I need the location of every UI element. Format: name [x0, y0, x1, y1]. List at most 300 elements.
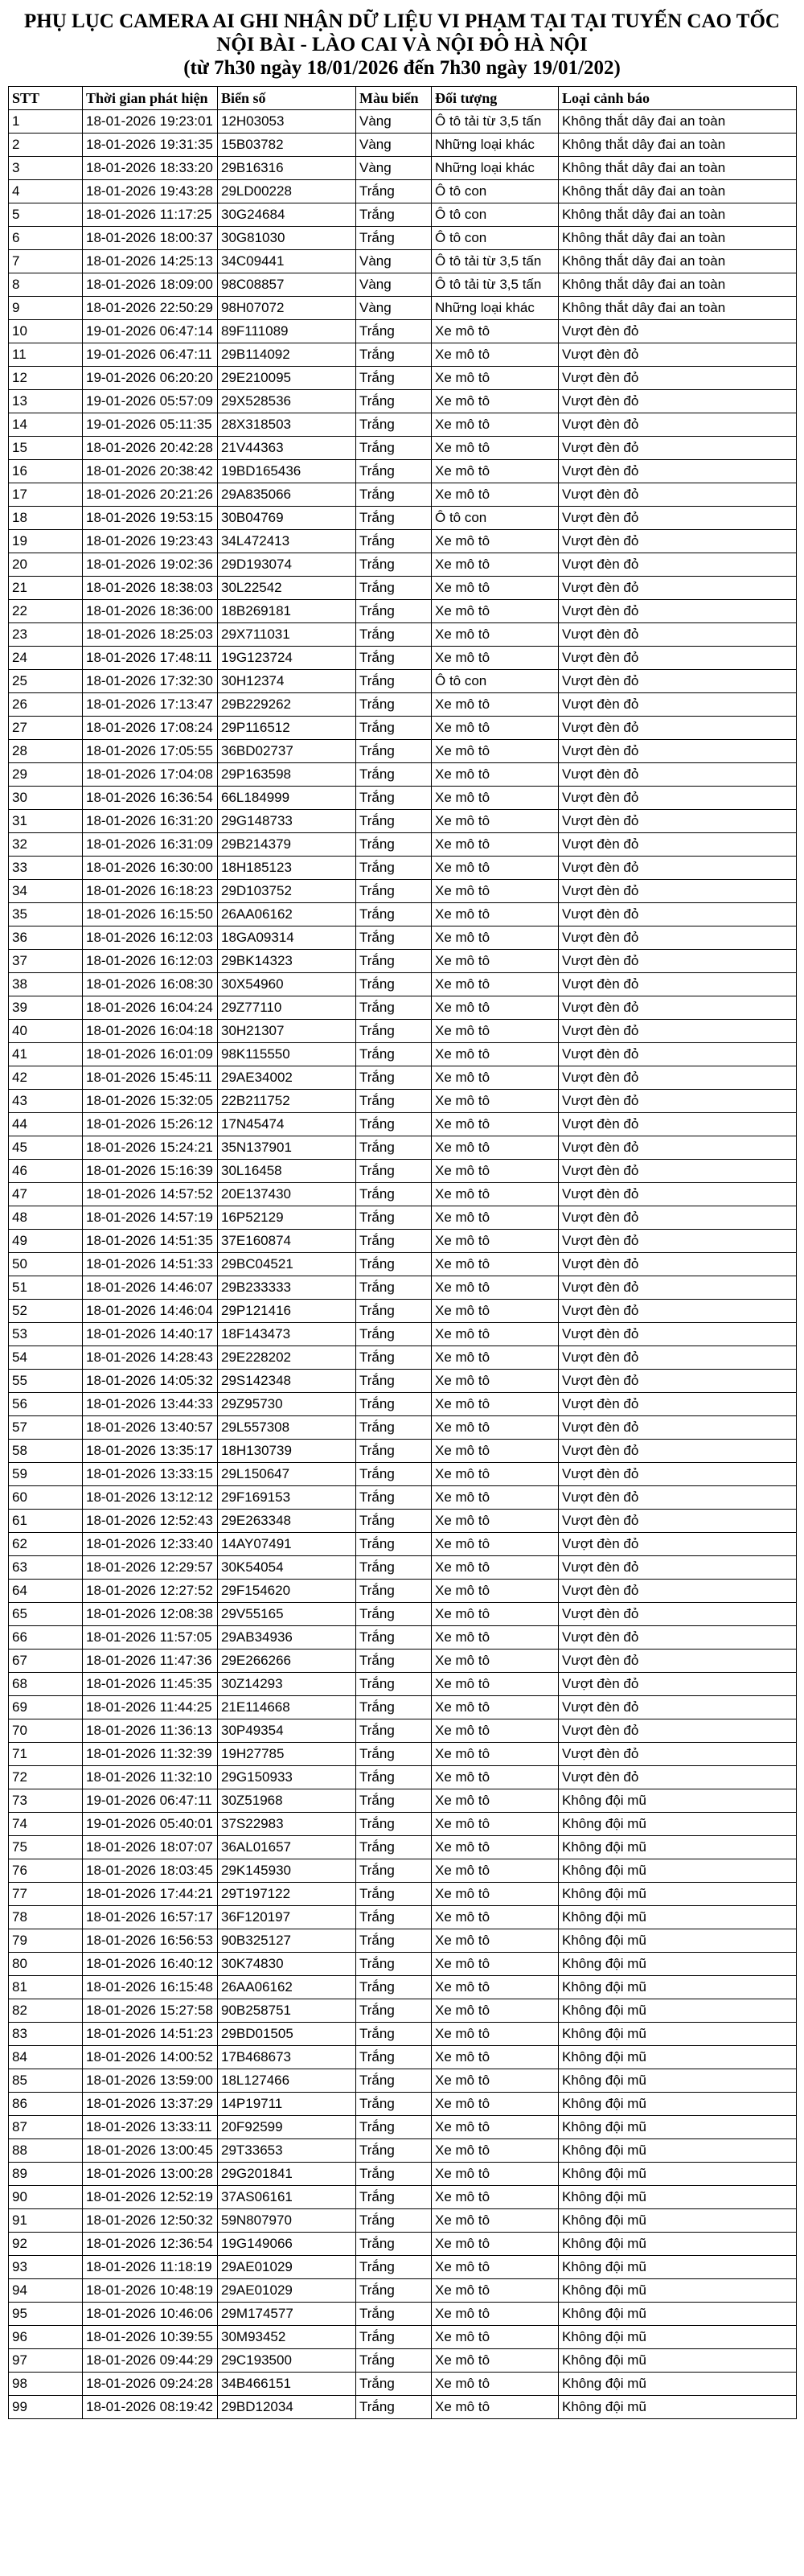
cell-detection-time: 18-01-2026 12:36:54	[83, 2233, 218, 2256]
cell-plate-color: Trắng	[356, 203, 432, 227]
cell-plate-number: 29AE01029	[218, 2256, 356, 2279]
cell-detection-time: 18-01-2026 13:33:15	[83, 1463, 218, 1486]
cell-stt: 85	[9, 2069, 83, 2093]
table-row	[9, 2116, 797, 2139]
cell-plate-number: 29G150933	[218, 1766, 356, 1789]
cell-plate-number: 59N807970	[218, 2209, 356, 2233]
cell-alert-type: Không đội mũ	[559, 2326, 797, 2349]
cell-plate-color: Trắng	[356, 1626, 432, 1650]
cell-alert-type: Vượt đèn đỏ	[559, 1766, 797, 1789]
table-row	[9, 1929, 797, 1953]
cell-stt: 11	[9, 343, 83, 367]
cell-plate-number: 18H185123	[218, 857, 356, 880]
table-row	[9, 1836, 797, 1859]
table-row	[9, 1953, 797, 1976]
table-row	[9, 2373, 797, 2396]
header-stt: STT	[9, 87, 83, 110]
cell-plate-number: 30L22542	[218, 577, 356, 600]
cell-alert-type: Không thắt dây đai an toàn	[559, 227, 797, 250]
cell-plate-color: Trắng	[356, 740, 432, 763]
table-row	[9, 413, 797, 437]
cell-vehicle-type: Xe mô tô	[432, 1346, 559, 1370]
cell-plate-color: Trắng	[356, 2163, 432, 2186]
cell-plate-number: 29AE01029	[218, 2279, 356, 2303]
cell-stt: 15	[9, 437, 83, 460]
cell-plate-color: Trắng	[356, 2093, 432, 2116]
cell-alert-type: Vượt đèn đỏ	[559, 1346, 797, 1370]
cell-plate-number: 30H12374	[218, 670, 356, 693]
cell-plate-number: 21E114668	[218, 1696, 356, 1719]
cell-vehicle-type: Xe mô tô	[432, 2233, 559, 2256]
violation-table	[8, 86, 797, 2419]
cell-vehicle-type: Xe mô tô	[432, 2069, 559, 2093]
cell-detection-time: 18-01-2026 14:46:07	[83, 1276, 218, 1300]
cell-plate-number: 98H07072	[218, 297, 356, 320]
cell-alert-type: Vượt đèn đỏ	[559, 367, 797, 390]
cell-detection-time: 18-01-2026 15:45:11	[83, 1066, 218, 1090]
table-row	[9, 553, 797, 577]
cell-alert-type: Không đội mũ	[559, 2163, 797, 2186]
cell-detection-time: 18-01-2026 16:30:00	[83, 857, 218, 880]
cell-stt: 1	[9, 110, 83, 134]
cell-detection-time: 18-01-2026 08:19:42	[83, 2396, 218, 2419]
cell-plate-color: Trắng	[356, 1859, 432, 1883]
table-row	[9, 2069, 797, 2093]
cell-vehicle-type: Xe mô tô	[432, 437, 559, 460]
cell-stt: 22	[9, 600, 83, 623]
cell-stt: 63	[9, 1556, 83, 1580]
cell-detection-time: 18-01-2026 16:08:30	[83, 973, 218, 996]
cell-plate-color: Vàng	[356, 134, 432, 157]
cell-vehicle-type: Ô tô con	[432, 227, 559, 250]
cell-plate-color: Trắng	[356, 2023, 432, 2046]
cell-plate-number: 29G148733	[218, 810, 356, 833]
cell-plate-color: Trắng	[356, 1510, 432, 1533]
cell-stt: 80	[9, 1953, 83, 1976]
cell-alert-type: Vượt đèn đỏ	[559, 950, 797, 973]
cell-vehicle-type: Xe mô tô	[432, 2396, 559, 2419]
table-row	[9, 1696, 797, 1719]
cell-vehicle-type: Xe mô tô	[432, 1813, 559, 1836]
table-row	[9, 973, 797, 996]
cell-plate-color: Vàng	[356, 297, 432, 320]
cell-vehicle-type: Xe mô tô	[432, 1510, 559, 1533]
header-detection-time: Thời gian phát hiện	[83, 87, 218, 110]
table-row	[9, 203, 797, 227]
header-vehicle-type: Đối tượng	[432, 87, 559, 110]
cell-stt: 17	[9, 483, 83, 507]
cell-stt: 60	[9, 1486, 83, 1510]
cell-stt: 37	[9, 950, 83, 973]
cell-stt: 95	[9, 2303, 83, 2326]
cell-stt: 54	[9, 1346, 83, 1370]
cell-alert-type: Không đội mũ	[559, 2139, 797, 2163]
cell-plate-color: Trắng	[356, 2069, 432, 2093]
cell-plate-number: 29V55165	[218, 1603, 356, 1626]
cell-plate-color: Trắng	[356, 1230, 432, 1253]
cell-alert-type: Không đội mũ	[559, 2303, 797, 2326]
cell-plate-number: 29BD01505	[218, 2023, 356, 2046]
table-row	[9, 390, 797, 413]
cell-stt: 97	[9, 2349, 83, 2373]
cell-detection-time: 18-01-2026 19:23:01	[83, 110, 218, 134]
cell-plate-number: 29A835066	[218, 483, 356, 507]
cell-plate-number: 30G24684	[218, 203, 356, 227]
cell-alert-type: Không đội mũ	[559, 2093, 797, 2116]
cell-plate-color: Trắng	[356, 2256, 432, 2279]
cell-detection-time: 18-01-2026 14:57:52	[83, 1183, 218, 1206]
cell-alert-type: Vượt đèn đỏ	[559, 507, 797, 530]
cell-stt: 2	[9, 134, 83, 157]
cell-vehicle-type: Xe mô tô	[432, 2023, 559, 2046]
table-row	[9, 1883, 797, 1906]
cell-detection-time: 18-01-2026 16:04:24	[83, 996, 218, 1020]
cell-vehicle-type: Ô tô tải từ 3,5 tấn	[432, 250, 559, 273]
cell-plate-color: Trắng	[356, 647, 432, 670]
cell-stt: 28	[9, 740, 83, 763]
cell-vehicle-type: Những loại khác	[432, 157, 559, 180]
cell-plate-color: Trắng	[356, 763, 432, 787]
cell-detection-time: 18-01-2026 14:46:04	[83, 1300, 218, 1323]
table-row	[9, 180, 797, 203]
cell-plate-number: 19H27785	[218, 1743, 356, 1766]
cell-detection-time: 18-01-2026 10:48:19	[83, 2279, 218, 2303]
cell-detection-time: 18-01-2026 16:15:48	[83, 1976, 218, 1999]
table-row	[9, 483, 797, 507]
cell-plate-number: 12H03053	[218, 110, 356, 134]
cell-stt: 46	[9, 1160, 83, 1183]
table-row	[9, 1719, 797, 1743]
cell-plate-color: Trắng	[356, 1393, 432, 1416]
table-row	[9, 110, 797, 134]
cell-stt: 94	[9, 2279, 83, 2303]
cell-alert-type: Vượt đèn đỏ	[559, 320, 797, 343]
cell-plate-number: 37S22983	[218, 1813, 356, 1836]
cell-vehicle-type: Xe mô tô	[432, 1253, 559, 1276]
cell-plate-color: Trắng	[356, 1533, 432, 1556]
cell-plate-number: 28X318503	[218, 413, 356, 437]
cell-alert-type: Vượt đèn đỏ	[559, 1719, 797, 1743]
cell-stt: 29	[9, 763, 83, 787]
cell-plate-color: Trắng	[356, 413, 432, 437]
document-title	[8, 10, 796, 80]
cell-plate-color: Trắng	[356, 1323, 432, 1346]
cell-stt: 70	[9, 1719, 83, 1743]
table-row	[9, 1183, 797, 1206]
cell-stt: 19	[9, 530, 83, 553]
cell-vehicle-type: Xe mô tô	[432, 1230, 559, 1253]
cell-plate-color: Trắng	[356, 2303, 432, 2326]
cell-alert-type: Vượt đèn đỏ	[559, 1020, 797, 1043]
cell-plate-number: 26AA06162	[218, 1976, 356, 1999]
cell-alert-type: Vượt đèn đỏ	[559, 1673, 797, 1696]
cell-plate-color: Trắng	[356, 1696, 432, 1719]
table-row	[9, 250, 797, 273]
table-row	[9, 1253, 797, 1276]
cell-stt: 91	[9, 2209, 83, 2233]
cell-plate-number: 19BD165436	[218, 460, 356, 483]
cell-detection-time: 18-01-2026 15:26:12	[83, 1113, 218, 1136]
cell-plate-number: 30B04769	[218, 507, 356, 530]
cell-alert-type: Vượt đèn đỏ	[559, 1556, 797, 1580]
cell-stt: 51	[9, 1276, 83, 1300]
cell-alert-type: Vượt đèn đỏ	[559, 926, 797, 950]
cell-plate-number: 29B229262	[218, 693, 356, 717]
cell-detection-time: 18-01-2026 14:25:13	[83, 250, 218, 273]
cell-detection-time: 18-01-2026 12:50:32	[83, 2209, 218, 2233]
cell-alert-type: Không đội mũ	[559, 1929, 797, 1953]
cell-plate-color: Trắng	[356, 1673, 432, 1696]
cell-plate-color: Trắng	[356, 2116, 432, 2139]
cell-plate-number: 36AL01657	[218, 1836, 356, 1859]
table-row	[9, 1743, 797, 1766]
cell-plate-number: 29Z77110	[218, 996, 356, 1020]
table-row	[9, 1766, 797, 1789]
cell-vehicle-type: Xe mô tô	[432, 1393, 559, 1416]
cell-plate-number: 34L472413	[218, 530, 356, 553]
cell-plate-number: 29B114092	[218, 343, 356, 367]
table-row	[9, 343, 797, 367]
cell-alert-type: Vượt đèn đỏ	[559, 1510, 797, 1533]
cell-vehicle-type: Xe mô tô	[432, 1113, 559, 1136]
cell-detection-time: 18-01-2026 10:39:55	[83, 2326, 218, 2349]
cell-stt: 96	[9, 2326, 83, 2349]
table-row	[9, 2186, 797, 2209]
cell-stt: 7	[9, 250, 83, 273]
cell-detection-time: 18-01-2026 20:42:28	[83, 437, 218, 460]
cell-alert-type: Vượt đèn đỏ	[559, 460, 797, 483]
cell-plate-color: Trắng	[356, 180, 432, 203]
cell-alert-type: Vượt đèn đỏ	[559, 833, 797, 857]
cell-plate-number: 29C193500	[218, 2349, 356, 2373]
table-row	[9, 787, 797, 810]
cell-plate-color: Trắng	[356, 367, 432, 390]
cell-plate-color: Trắng	[356, 577, 432, 600]
cell-detection-time: 18-01-2026 12:08:38	[83, 1603, 218, 1626]
cell-vehicle-type: Xe mô tô	[432, 2046, 559, 2069]
table-row	[9, 1160, 797, 1183]
cell-plate-color: Trắng	[356, 1580, 432, 1603]
table-row	[9, 1393, 797, 1416]
cell-detection-time: 19-01-2026 06:47:11	[83, 343, 218, 367]
cell-plate-color: Trắng	[356, 787, 432, 810]
cell-alert-type: Vượt đèn đỏ	[559, 1113, 797, 1136]
cell-plate-number: 16P52129	[218, 1206, 356, 1230]
cell-detection-time: 18-01-2026 14:51:23	[83, 2023, 218, 2046]
cell-alert-type: Vượt đèn đỏ	[559, 1160, 797, 1183]
cell-vehicle-type: Xe mô tô	[432, 2326, 559, 2349]
cell-plate-number: 29P121416	[218, 1300, 356, 1323]
cell-vehicle-type: Xe mô tô	[432, 2093, 559, 2116]
cell-detection-time: 18-01-2026 17:48:11	[83, 647, 218, 670]
table-row	[9, 1440, 797, 1463]
cell-stt: 36	[9, 926, 83, 950]
cell-vehicle-type: Xe mô tô	[432, 996, 559, 1020]
cell-plate-number: 30M93452	[218, 2326, 356, 2349]
cell-stt: 69	[9, 1696, 83, 1719]
cell-detection-time: 18-01-2026 11:36:13	[83, 1719, 218, 1743]
cell-stt: 30	[9, 787, 83, 810]
table-row	[9, 833, 797, 857]
cell-alert-type: Vượt đèn đỏ	[559, 1440, 797, 1463]
cell-detection-time: 18-01-2026 17:08:24	[83, 717, 218, 740]
table-row	[9, 810, 797, 833]
cell-plate-number: 35N137901	[218, 1136, 356, 1160]
cell-plate-color: Trắng	[356, 1486, 432, 1510]
table-row	[9, 1113, 797, 1136]
cell-plate-color: Trắng	[356, 1346, 432, 1370]
cell-vehicle-type: Xe mô tô	[432, 763, 559, 787]
cell-detection-time: 18-01-2026 16:04:18	[83, 1020, 218, 1043]
cell-plate-number: 36BD02737	[218, 740, 356, 763]
cell-alert-type: Vượt đèn đỏ	[559, 647, 797, 670]
cell-alert-type: Vượt đèn đỏ	[559, 1206, 797, 1230]
cell-plate-color: Trắng	[356, 1113, 432, 1136]
cell-alert-type: Vượt đèn đỏ	[559, 1696, 797, 1719]
cell-vehicle-type: Xe mô tô	[432, 343, 559, 367]
cell-vehicle-type: Xe mô tô	[432, 903, 559, 926]
cell-vehicle-type: Xe mô tô	[432, 460, 559, 483]
cell-vehicle-type: Xe mô tô	[432, 810, 559, 833]
cell-vehicle-type: Ô tô tải từ 3,5 tấn	[432, 273, 559, 297]
table-row	[9, 1136, 797, 1160]
table-body	[9, 110, 797, 2419]
cell-vehicle-type: Xe mô tô	[432, 1976, 559, 1999]
cell-vehicle-type: Xe mô tô	[432, 1906, 559, 1929]
cell-plate-number: 36F120197	[218, 1906, 356, 1929]
cell-plate-number: 37AS06161	[218, 2186, 356, 2209]
cell-detection-time: 18-01-2026 18:07:07	[83, 1836, 218, 1859]
table-row	[9, 1370, 797, 1393]
cell-stt: 13	[9, 390, 83, 413]
cell-alert-type: Vượt đèn đỏ	[559, 1580, 797, 1603]
table-row	[9, 1510, 797, 1533]
cell-alert-type: Vượt đèn đỏ	[559, 483, 797, 507]
cell-alert-type: Vượt đèn đỏ	[559, 1650, 797, 1673]
cell-alert-type: Vượt đèn đỏ	[559, 577, 797, 600]
cell-alert-type: Vượt đèn đỏ	[559, 437, 797, 460]
cell-stt: 40	[9, 1020, 83, 1043]
cell-alert-type: Vượt đèn đỏ	[559, 903, 797, 926]
cell-vehicle-type: Xe mô tô	[432, 1206, 559, 1230]
cell-detection-time: 18-01-2026 09:44:29	[83, 2349, 218, 2373]
cell-alert-type: Vượt đèn đỏ	[559, 343, 797, 367]
table-row	[9, 1323, 797, 1346]
table-header-row	[9, 87, 797, 110]
cell-vehicle-type: Những loại khác	[432, 134, 559, 157]
cell-stt: 66	[9, 1626, 83, 1650]
cell-stt: 89	[9, 2163, 83, 2186]
cell-detection-time: 18-01-2026 16:18:23	[83, 880, 218, 903]
cell-alert-type: Không đội mũ	[559, 2186, 797, 2209]
cell-plate-number: 29B16316	[218, 157, 356, 180]
cell-plate-number: 29G201841	[218, 2163, 356, 2186]
cell-plate-color: Trắng	[356, 1416, 432, 1440]
cell-stt: 8	[9, 273, 83, 297]
cell-alert-type: Vượt đèn đỏ	[559, 880, 797, 903]
cell-plate-number: 18F143473	[218, 1323, 356, 1346]
table-row	[9, 926, 797, 950]
cell-plate-number: 20F92599	[218, 2116, 356, 2139]
table-row	[9, 530, 797, 553]
cell-alert-type: Không đội mũ	[559, 1813, 797, 1836]
cell-plate-number: 29E210095	[218, 367, 356, 390]
cell-detection-time: 18-01-2026 18:00:37	[83, 227, 218, 250]
cell-detection-time: 18-01-2026 14:05:32	[83, 1370, 218, 1393]
cell-plate-color: Trắng	[356, 1789, 432, 1813]
cell-stt: 87	[9, 2116, 83, 2139]
cell-plate-color: Trắng	[356, 1603, 432, 1626]
table-row	[9, 600, 797, 623]
cell-stt: 44	[9, 1113, 83, 1136]
cell-vehicle-type: Xe mô tô	[432, 1463, 559, 1486]
cell-vehicle-type: Xe mô tô	[432, 320, 559, 343]
table-row	[9, 367, 797, 390]
cell-plate-number: 29B214379	[218, 833, 356, 857]
cell-alert-type: Vượt đèn đỏ	[559, 1066, 797, 1090]
table-row	[9, 857, 797, 880]
cell-detection-time: 18-01-2026 16:31:20	[83, 810, 218, 833]
cell-stt: 10	[9, 320, 83, 343]
cell-plate-color: Trắng	[356, 1929, 432, 1953]
cell-alert-type: Không đội mũ	[559, 1789, 797, 1813]
table-row	[9, 693, 797, 717]
table-row	[9, 1346, 797, 1370]
cell-vehicle-type: Xe mô tô	[432, 926, 559, 950]
cell-vehicle-type: Xe mô tô	[432, 1626, 559, 1650]
cell-detection-time: 18-01-2026 18:38:03	[83, 577, 218, 600]
cell-plate-number: 18H130739	[218, 1440, 356, 1463]
cell-stt: 38	[9, 973, 83, 996]
cell-stt: 26	[9, 693, 83, 717]
table-row	[9, 740, 797, 763]
cell-plate-color: Trắng	[356, 1370, 432, 1393]
cell-plate-number: 29E263348	[218, 1510, 356, 1533]
cell-alert-type: Vượt đèn đỏ	[559, 763, 797, 787]
cell-plate-color: Trắng	[356, 1836, 432, 1859]
cell-plate-number: 30K54054	[218, 1556, 356, 1580]
cell-vehicle-type: Xe mô tô	[432, 1183, 559, 1206]
cell-stt: 71	[9, 1743, 83, 1766]
table-row	[9, 460, 797, 483]
cell-plate-color: Trắng	[356, 1160, 432, 1183]
cell-alert-type: Vượt đèn đỏ	[559, 530, 797, 553]
cell-plate-color: Trắng	[356, 996, 432, 1020]
cell-plate-color: Trắng	[356, 1953, 432, 1976]
cell-vehicle-type: Xe mô tô	[432, 2116, 559, 2139]
cell-stt: 3	[9, 157, 83, 180]
cell-plate-number: 21V44363	[218, 437, 356, 460]
cell-vehicle-type: Xe mô tô	[432, 1486, 559, 1510]
cell-detection-time: 19-01-2026 05:11:35	[83, 413, 218, 437]
cell-detection-time: 18-01-2026 12:52:19	[83, 2186, 218, 2209]
cell-stt: 73	[9, 1789, 83, 1813]
cell-detection-time: 18-01-2026 13:00:45	[83, 2139, 218, 2163]
cell-detection-time: 18-01-2026 11:32:10	[83, 1766, 218, 1789]
table-row	[9, 1673, 797, 1696]
table-row	[9, 1789, 797, 1813]
cell-plate-color: Trắng	[356, 693, 432, 717]
cell-vehicle-type: Ô tô con	[432, 180, 559, 203]
cell-plate-number: 19G149066	[218, 2233, 356, 2256]
cell-stt: 68	[9, 1673, 83, 1696]
table-row	[9, 763, 797, 787]
cell-detection-time: 18-01-2026 11:32:39	[83, 1743, 218, 1766]
cell-alert-type: Vượt đèn đỏ	[559, 810, 797, 833]
cell-detection-time: 18-01-2026 14:00:52	[83, 2046, 218, 2069]
cell-plate-number: 29Z95730	[218, 1393, 356, 1416]
cell-stt: 12	[9, 367, 83, 390]
